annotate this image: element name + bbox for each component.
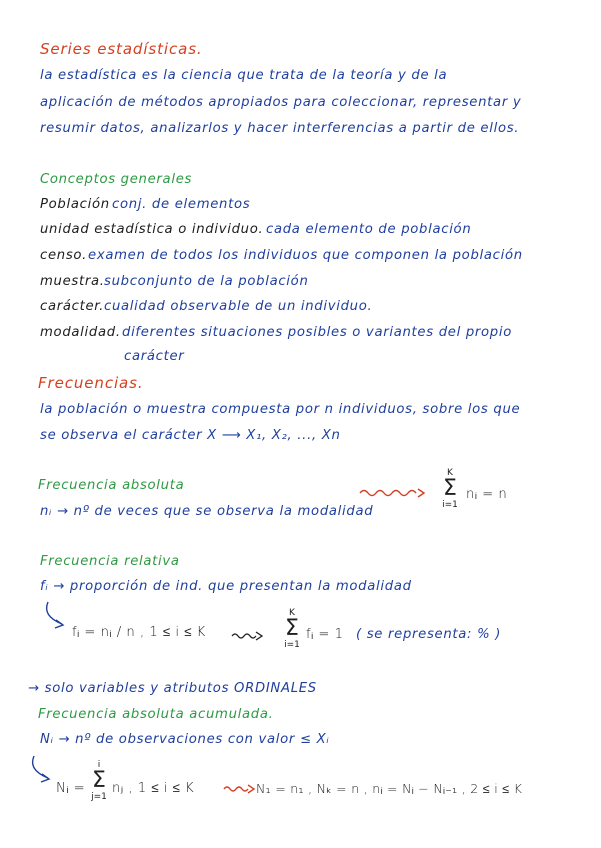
concept-def-caracter: cualidad observable de un individuo. [104, 299, 373, 314]
concept-def-muestra: subconjunto de la población [104, 274, 309, 289]
acumulada-heading: Frecuencia absoluta acumulada. [38, 707, 274, 722]
frecuencias-heading: Frecuencias. [38, 374, 144, 392]
ordinales-note: → solo variables y atributos ORDINALES [28, 681, 317, 696]
acumulada-sum [90, 760, 108, 802]
squiggle-arrow-icon [358, 486, 428, 500]
sigma-icon: Σ [285, 616, 299, 641]
relativa-line: fᵢ → proporción de ind. que presentan la modalidad [40, 579, 412, 594]
curved-arrow-icon [26, 754, 56, 786]
absoluta-sum-top: K [447, 468, 453, 478]
absoluta-line: nᵢ → nº de veces que se observa la modalidad [40, 504, 374, 519]
concept-def-poblacion: conj. de elementos [112, 197, 251, 212]
relativa-formula: fᵢ = nᵢ / n , 1 ≤ i ≤ K [72, 625, 206, 640]
relativa-sum [282, 608, 302, 650]
sigma-icon: Σ [92, 768, 106, 793]
frecuencias-line-2: se observa el carácter X ⟶ X₁, X₂, ..., Xn [40, 428, 341, 443]
concept-def-modalidad-cont: carácter [124, 349, 185, 364]
acumulada-formula-tail: N₁ = n₁ , Nₖ = n , nᵢ = Nᵢ − Nᵢ₋₁ , 2 ≤ i ≤ K [256, 781, 523, 796]
absoluta-sum-expr: nᵢ = n [466, 487, 508, 502]
absoluta-sum [440, 468, 460, 510]
frecuencias-line-1: la población o muestra compuesta por n individuos, sobre los que [40, 402, 521, 417]
intro-line-2: aplicación de métodos apropiados para coleccionar, representar y [40, 95, 522, 110]
sigma-icon: Σ [443, 476, 457, 501]
concept-term-muestra: muestra. [40, 274, 105, 289]
acumulada-formula-rest: nⱼ , 1 ≤ i ≤ K [112, 781, 195, 796]
absoluta-heading: Frecuencia absoluta [38, 478, 185, 493]
intro-line-3: resumir datos, analizarlos y hacer interferencias a partir de ellos. [40, 121, 520, 136]
concept-term-unidad: unidad estadística o individuo. [40, 222, 264, 237]
concept-def-unidad: cada elemento de población [266, 222, 472, 237]
squiggle-arrow-icon [230, 630, 266, 642]
acumulada-sum-top: i [97, 760, 101, 770]
page-title: Series estadísticas. [40, 40, 203, 58]
concept-term-modalidad: modalidad. [40, 325, 121, 340]
relativa-note: ( se representa: % ) [356, 627, 502, 642]
relativa-sum-expr: fᵢ = 1 [306, 627, 344, 642]
intro-line-1: la estadística es la ciencia que trata de la teoría y de la [40, 68, 448, 83]
relativa-sum-bottom: i=1 [284, 640, 300, 650]
acumulada-formula-lhs: Nᵢ = [56, 781, 86, 796]
acumulada-sum-bottom: j=1 [91, 792, 107, 802]
acumulada-line: Nᵢ → nº de observaciones con valor ≤ Xᵢ [40, 732, 330, 747]
relativa-sum-top: K [289, 608, 295, 618]
squiggle-arrow-icon [222, 783, 258, 795]
concept-def-modalidad: diferentes situaciones posibles o variantes del propio [122, 325, 512, 340]
absoluta-sum-bottom: i=1 [442, 500, 458, 510]
concept-def-censo: examen de todos los individuos que componen la población [88, 248, 523, 263]
concept-term-censo: censo. [40, 248, 88, 263]
conceptos-heading: Conceptos generales [40, 172, 193, 187]
relativa-heading: Frecuencia relativa [40, 554, 180, 569]
curved-arrow-icon [40, 600, 70, 632]
concept-term-caracter: carácter. [40, 299, 105, 314]
concept-term-poblacion: Población [40, 197, 110, 212]
